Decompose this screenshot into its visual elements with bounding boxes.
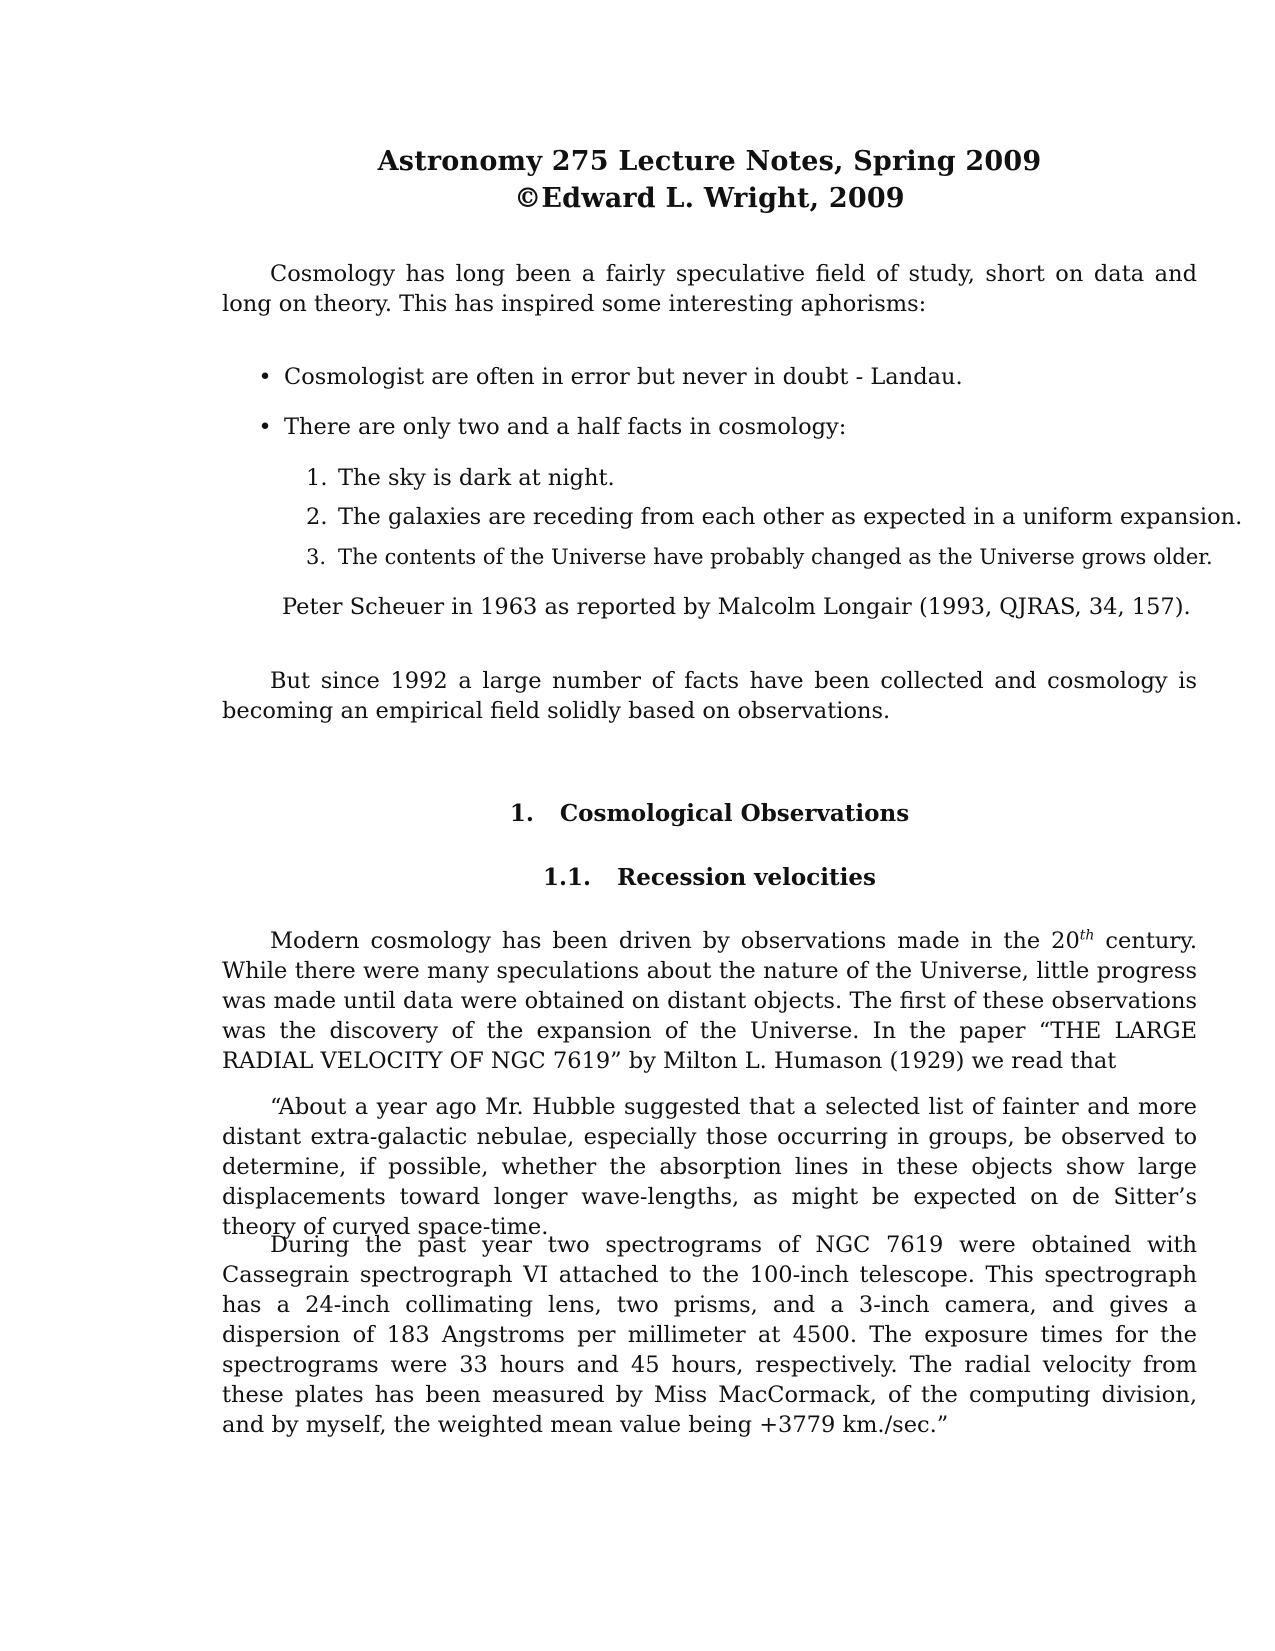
ordinal-superscript: th: [1079, 927, 1095, 944]
title-line-2: ©Edward L. Wright, 2009: [514, 183, 905, 214]
document-title: [222, 143, 1197, 217]
subsection-heading: [222, 863, 1197, 893]
closing-paragraph: But since 1992 a large number of facts have been collected and cosmology is becoming an empirical field solidly based on observations.: [222, 668, 1197, 724]
fact-text: The sky is dark at night.: [338, 465, 615, 491]
subsection-title: Recession velocities: [617, 864, 876, 891]
fact-number: 2.: [306, 504, 328, 530]
aphorism-attribution: Peter Scheuer in 1963 as reported by Malcolm Longair (1993, QJRAS, 34, 157).: [282, 594, 1191, 620]
title-line-1: Astronomy 275 Lecture Notes, Spring 2009: [377, 146, 1042, 177]
fact-text: The contents of the Universe have probably changed as the Universe grows older.: [338, 545, 1213, 569]
bullet-icon: •: [258, 364, 272, 390]
aphorism-landau: Cosmologist are often in error but never in doubt - Landau.: [284, 364, 963, 390]
bullet-icon: •: [258, 414, 272, 440]
section-heading: [222, 799, 1197, 829]
recession-paragraph: [222, 926, 1197, 1076]
section-number: 1.: [509, 800, 534, 827]
section-title: Cosmological Observations: [559, 800, 910, 827]
paragraph-text: century. While there were many speculations about the nature of the Universe, little progress was made until data were obtained on distant objects. The first of these observations was the discovery of the expansion of the Universe. In the paper “THE LARGE RADIAL VELOCITY OF NGC 7619” by Milton L. Humason (1929) we read that: [222, 928, 1197, 1074]
intro-paragraph: Cosmology has long been a fairly speculative field of study, short on data and long on theory. This has inspired some interesting aphorisms:: [222, 261, 1197, 317]
humason-quote-1: “About a year ago Mr. Hubble suggested that a selected list of fainter and more distant extra-galactic nebulae, especially those occurring in groups, be observed to determine, if possible, whether the absorption lines in these objects show large displacements toward longer wave-lengths, as might be expected on de Sitter’s theory of curved space-time.: [222, 1094, 1197, 1240]
fact-number: 3.: [306, 545, 327, 569]
humason-quote-2: During the past year two spectrograms of NGC 7619 were obtained with Cassegrain spectrograph VI attached to the 100-inch telescope. This spectrograph has a 24-inch collimating lens, two prisms, and a 3-inch camera, and gives a dispersion of 183 Angstroms per millimeter at 4500. The exposure times for the spectrograms were 33 hours and 45 hours, respectively. The radial velocity from these plates has been measured by Miss MacCormack, of the computing division, and by myself, the weighted mean value being +3779 km./sec.”: [222, 1232, 1197, 1438]
subsection-number: 1.1.: [543, 864, 592, 891]
aphorism-facts: There are only two and a half facts in cosmology:: [284, 414, 847, 440]
paragraph-text: Modern cosmology has been driven by observations made in the 20: [270, 928, 1080, 954]
fact-number: 1.: [306, 465, 328, 491]
fact-text: The galaxies are receding from each other as expected in a uniform expansion.: [338, 504, 1243, 530]
